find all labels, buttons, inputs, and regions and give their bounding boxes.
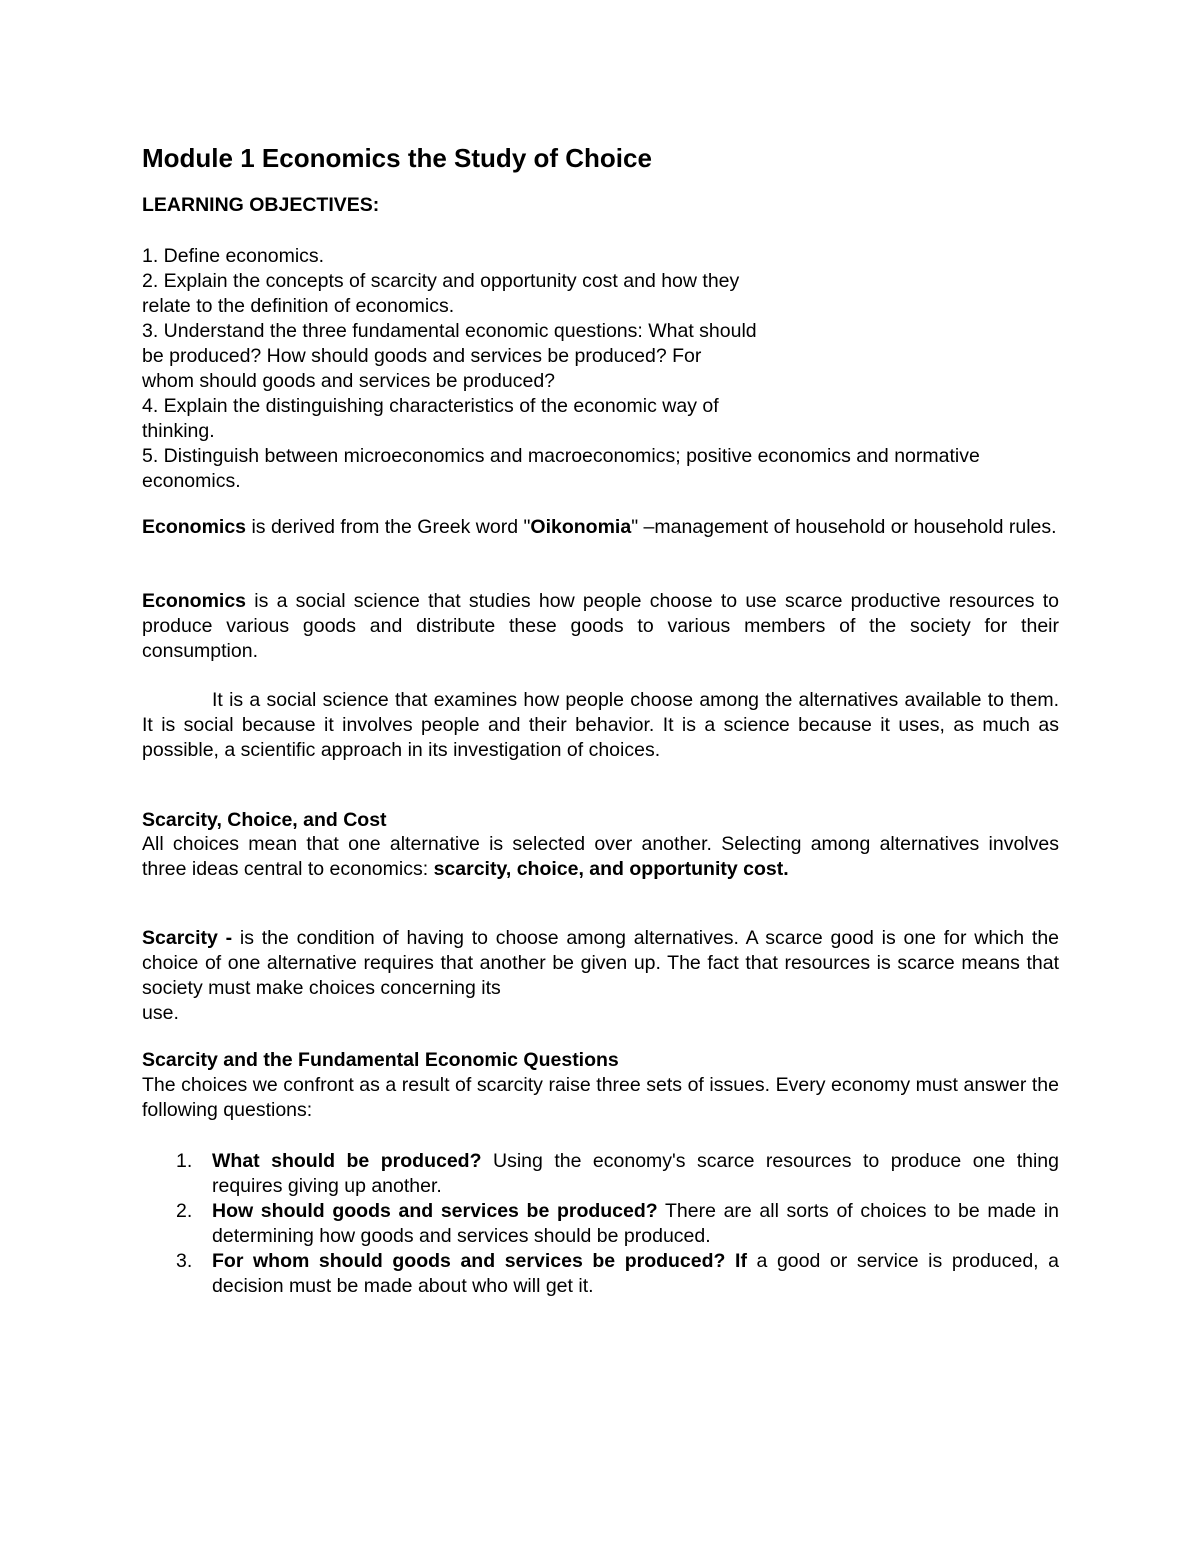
- term-economics: Economics: [142, 516, 247, 538]
- question-text: a good or service is produced, a decision must be made about who will get it.: [212, 1250, 1060, 1297]
- objective-line: whom should goods and services be produced?: [142, 370, 556, 392]
- list-number: 2.: [176, 1200, 193, 1222]
- paragraph-text: is a social science that studies how people choose to use scarce productive resources to produce various goods and distribute these goods to various members of the society for their consumption.: [142, 590, 1059, 662]
- paragraph-text: is the condition of having to choose among alternatives. A scarce good is one for which the choice of one alternative requires that another be given up. The fact that resources is scarce means that society must make choices concerning its: [142, 927, 1060, 999]
- objective-line: 5. Distinguish between microeconomics and macroeconomics; positive economics and normative economics.: [142, 445, 980, 492]
- scarcity-choice-cost-paragraph: [142, 832, 1059, 882]
- question-bold: How should goods and services be produced?: [212, 1200, 658, 1222]
- objective-line: 3. Understand the three fundamental economic questions: What should: [142, 320, 757, 342]
- question-text: There are all sorts of choices to be made in determining how goods and services should be produced.: [212, 1200, 1059, 1247]
- learning-objectives-list: [142, 244, 1062, 494]
- term-oikonomia: Oikonomia: [530, 516, 632, 538]
- paragraph-text: " –management of household or household rules.: [631, 516, 1057, 538]
- question-text: Using the economy's scarce resources to produce one thing requires giving up another.: [212, 1150, 1059, 1197]
- paragraph-text: All choices mean that one alternative is selected over another. Selecting among alternatives involves three ideas central to economics:: [142, 833, 1059, 880]
- term-scarcity: Scarcity -: [142, 927, 240, 949]
- scarcity-choice-cost-heading: Scarcity, Choice, and Cost: [142, 809, 387, 831]
- paragraph-text: is derived from the Greek word ": [246, 516, 531, 538]
- learning-objectives-heading: LEARNING OBJECTIVES:: [142, 194, 380, 216]
- objective-line: be produced? How should goods and services be produced? For: [142, 345, 702, 367]
- list-item: [142, 1249, 1059, 1299]
- objective-line: 2. Explain the concepts of scarcity and opportunity cost and how they: [142, 270, 740, 292]
- list-number: 3.: [176, 1250, 193, 1272]
- economics-definition-paragraph: [142, 589, 1059, 664]
- objective-line: 1. Define economics.: [142, 245, 325, 267]
- paragraph-text: use.: [142, 1002, 179, 1024]
- list-number: 1.: [176, 1150, 193, 1172]
- question-bold: What should be produced?: [212, 1150, 482, 1172]
- list-item: [142, 1199, 1059, 1249]
- questions-list: [142, 1149, 1059, 1299]
- page-title: Module 1 Economics the Study of Choice: [142, 143, 652, 173]
- objective-line: relate to the definition of economics.: [142, 295, 455, 317]
- question-bold: For whom should goods and services be produced? If: [212, 1250, 747, 1272]
- objective-line: thinking.: [142, 420, 215, 442]
- fundamental-questions-intro: The choices we confront as a result of scarcity raise three sets of issues. Every economy must answer the following questions:: [142, 1074, 1059, 1121]
- social-science-paragraph: It is a social science that examines how people choose among the alternatives available to them. It is social because it involves people and their behavior. It is a science because it uses, as much as possible, a scientific approach in its investigation of choices.: [142, 689, 1059, 761]
- key-ideas: scarcity, choice, and opportunity cost.: [433, 858, 789, 880]
- list-item: [142, 1149, 1059, 1199]
- scarcity-definition-paragraph: [142, 926, 1059, 1026]
- fundamental-questions-heading: Scarcity and the Fundamental Economic Questions: [142, 1049, 619, 1071]
- economics-etymology-paragraph: [142, 515, 1059, 540]
- term-economics: Economics: [142, 590, 247, 612]
- objective-line: 4. Explain the distinguishing characteristics of the economic way of: [142, 395, 719, 417]
